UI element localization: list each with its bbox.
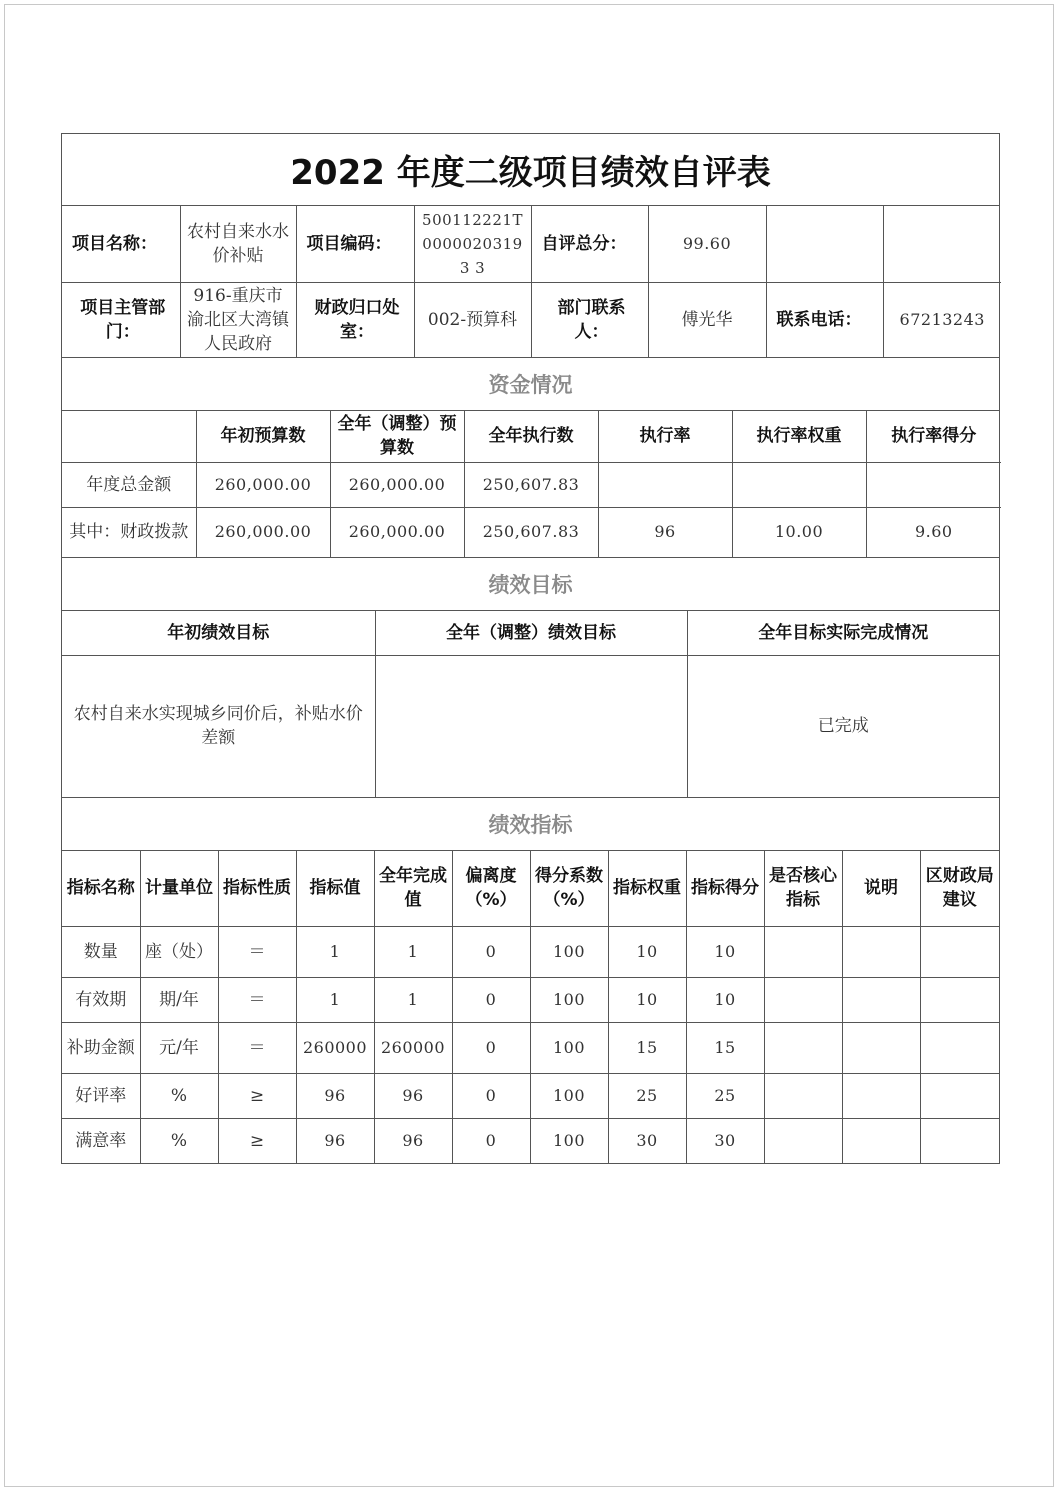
phone-label: 联系电话： <box>766 282 883 357</box>
ind-cell <box>842 1022 920 1073</box>
ind-cell: 0 <box>452 1073 530 1118</box>
goals-content-row <box>62 655 999 797</box>
ind-cell: 100 <box>530 1118 608 1163</box>
ind-cell: ≥ <box>218 1118 296 1163</box>
ind-cell: 96 <box>296 1073 374 1118</box>
goal-initial-text: 农村自来水实现城乡同价后，补贴水价差额 <box>62 655 375 797</box>
ind-cell: 0 <box>452 977 530 1022</box>
info-row-2 <box>62 282 1001 357</box>
title-band <box>62 134 999 206</box>
funds-header-initial-budget: 年初预算数 <box>196 411 330 462</box>
ind-cell: ＝ <box>218 977 296 1022</box>
funds-cell: 250,607.83 <box>464 462 598 507</box>
funds-header-rate-weight: 执行率权重 <box>732 411 866 462</box>
project-name-label: 项目名称： <box>62 206 180 282</box>
funds-cell: 96 <box>598 507 732 557</box>
ind-cell <box>920 1022 999 1073</box>
funds-header-rate-score: 执行率得分 <box>866 411 1001 462</box>
goals-section-title: 绩效目标 <box>62 558 999 611</box>
ind-header-score: 指标得分 <box>686 851 764 926</box>
ind-cell <box>764 1118 842 1163</box>
funds-section-title: 资金情况 <box>62 358 999 411</box>
funds-block <box>62 411 999 558</box>
ind-cell <box>920 1118 999 1163</box>
ind-cell: 10 <box>608 977 686 1022</box>
indicator-row <box>62 1022 999 1073</box>
ind-header-name: 指标名称 <box>62 851 140 926</box>
ind-cell <box>920 977 999 1022</box>
ind-cell: ≥ <box>218 1073 296 1118</box>
ind-cell: 1 <box>374 977 452 1022</box>
funds-cell <box>732 462 866 507</box>
ind-cell: ＝ <box>218 926 296 977</box>
ind-header-deviation: 偏离度（%） <box>452 851 530 926</box>
ind-cell: 1 <box>374 926 452 977</box>
goals-header-initial: 年初绩效目标 <box>62 611 375 655</box>
ind-cell: 15 <box>686 1022 764 1073</box>
ind-cell: 数量 <box>62 926 140 977</box>
funds-cell: 250,607.83 <box>464 507 598 557</box>
info-empty-cell-1 <box>766 206 883 282</box>
finance-value: 002-预算科 <box>414 282 531 357</box>
finance-label: 财政归口处室： <box>296 282 414 357</box>
ind-cell <box>764 1022 842 1073</box>
indicators-table <box>62 851 999 1163</box>
ind-cell: 25 <box>686 1073 764 1118</box>
funds-cell: 260,000.00 <box>330 507 464 557</box>
funds-cell: 其中：财政拨款 <box>62 507 196 557</box>
ind-cell: 260000 <box>296 1022 374 1073</box>
indicator-row <box>62 1118 999 1163</box>
ind-cell: 100 <box>530 1022 608 1073</box>
funds-cell: 年度总金额 <box>62 462 196 507</box>
ind-cell: 0 <box>452 1022 530 1073</box>
project-name-value: 农村自来水水价补贴 <box>180 206 296 282</box>
ind-cell: 96 <box>296 1118 374 1163</box>
ind-cell: 期/年 <box>140 977 218 1022</box>
indicators-section-title: 绩效指标 <box>62 798 999 851</box>
goals-header-row <box>62 611 999 655</box>
indicator-row <box>62 977 999 1022</box>
ind-cell: 座（处） <box>140 926 218 977</box>
ind-cell: 10 <box>686 977 764 1022</box>
ind-cell: 10 <box>686 926 764 977</box>
funds-header-blank <box>62 411 196 462</box>
ind-cell: 1 <box>296 977 374 1022</box>
project-code-label: 项目编码： <box>296 206 414 282</box>
info-empty-cell-2 <box>883 206 1001 282</box>
funds-cell: 260,000.00 <box>330 462 464 507</box>
dept-value: 916-重庆市渝北区大湾镇人民政府 <box>180 282 296 357</box>
ind-cell <box>764 926 842 977</box>
ind-cell: 0 <box>452 926 530 977</box>
ind-cell: % <box>140 1073 218 1118</box>
info-row-1 <box>62 206 1001 282</box>
page-title: 2022 年度二级项目绩效自评表 <box>290 153 771 193</box>
funds-cell <box>866 462 1001 507</box>
ind-cell: 补助金额 <box>62 1022 140 1073</box>
ind-header-target: 指标值 <box>296 851 374 926</box>
funds-cell: 10.00 <box>732 507 866 557</box>
ind-cell <box>920 926 999 977</box>
ind-cell: 15 <box>608 1022 686 1073</box>
ind-header-nature: 指标性质 <box>218 851 296 926</box>
funds-row-total <box>62 462 1001 507</box>
ind-header-advice: 区财政局建议 <box>920 851 999 926</box>
indicators-block <box>62 851 999 1163</box>
goals-table <box>62 611 999 797</box>
ind-cell: 30 <box>686 1118 764 1163</box>
ind-cell: 10 <box>608 926 686 977</box>
ind-cell: 1 <box>296 926 374 977</box>
ind-cell: % <box>140 1118 218 1163</box>
ind-cell: 元/年 <box>140 1022 218 1073</box>
ind-header-coefficient: 得分系数（%） <box>530 851 608 926</box>
goal-actual-text: 已完成 <box>817 716 869 737</box>
ind-cell: 100 <box>530 1073 608 1118</box>
funds-header-adjusted-budget: 全年（调整）预算数 <box>330 411 464 462</box>
funds-header-exec-rate: 执行率 <box>598 411 732 462</box>
goals-block <box>62 611 999 798</box>
ind-header-note: 说明 <box>842 851 920 926</box>
ind-header-completed: 全年完成值 <box>374 851 452 926</box>
goals-header-actual: 全年目标实际完成情况 <box>687 611 999 655</box>
total-score-label: 自评总分： <box>531 206 648 282</box>
phone-value: 67213243 <box>899 309 985 329</box>
ind-cell <box>764 977 842 1022</box>
contact-value: 傅光华 <box>648 282 766 357</box>
ind-cell: 100 <box>530 977 608 1022</box>
ind-cell: 30 <box>608 1118 686 1163</box>
ind-header-unit: 计量单位 <box>140 851 218 926</box>
funds-cell: 9.60 <box>914 522 953 542</box>
total-score-value: 99.60 <box>648 206 766 282</box>
indicator-row <box>62 926 999 977</box>
ind-cell: 260000 <box>374 1022 452 1073</box>
info-table <box>62 206 1001 357</box>
contact-label: 部门联系人： <box>531 282 648 357</box>
ind-cell: 有效期 <box>62 977 140 1022</box>
ind-cell <box>842 977 920 1022</box>
ind-cell: 满意率 <box>62 1118 140 1163</box>
goals-header-adjusted: 全年（调整）绩效目标 <box>375 611 687 655</box>
funds-header-row <box>62 411 1001 462</box>
goal-adjusted-text <box>375 655 687 797</box>
ind-cell: ＝ <box>218 1022 296 1073</box>
ind-cell: 25 <box>608 1073 686 1118</box>
ind-cell: 好评率 <box>62 1073 140 1118</box>
ind-cell <box>842 1073 920 1118</box>
ind-cell <box>920 1073 999 1118</box>
ind-cell: 96 <box>374 1118 452 1163</box>
ind-cell: 100 <box>530 926 608 977</box>
evaluation-form <box>61 133 1000 1164</box>
indicators-header-row <box>62 851 999 926</box>
ind-cell <box>764 1073 842 1118</box>
ind-cell: 96 <box>374 1073 452 1118</box>
funds-header-executed: 全年执行数 <box>464 411 598 462</box>
funds-cell: 260,000.00 <box>196 507 330 557</box>
funds-cell <box>598 462 732 507</box>
funds-cell: 260,000.00 <box>196 462 330 507</box>
funds-row-fiscal <box>62 507 1001 557</box>
ind-header-core: 是否核心指标 <box>764 851 842 926</box>
ind-cell <box>842 926 920 977</box>
ind-cell <box>842 1118 920 1163</box>
funds-table <box>62 411 1001 557</box>
info-block <box>62 206 999 358</box>
ind-cell: 0 <box>452 1118 530 1163</box>
project-code-value: 500112221T00000203193 3 <box>414 206 531 282</box>
indicator-row <box>62 1073 999 1118</box>
dept-label: 项目主管部门： <box>62 282 180 357</box>
ind-header-weight: 指标权重 <box>608 851 686 926</box>
